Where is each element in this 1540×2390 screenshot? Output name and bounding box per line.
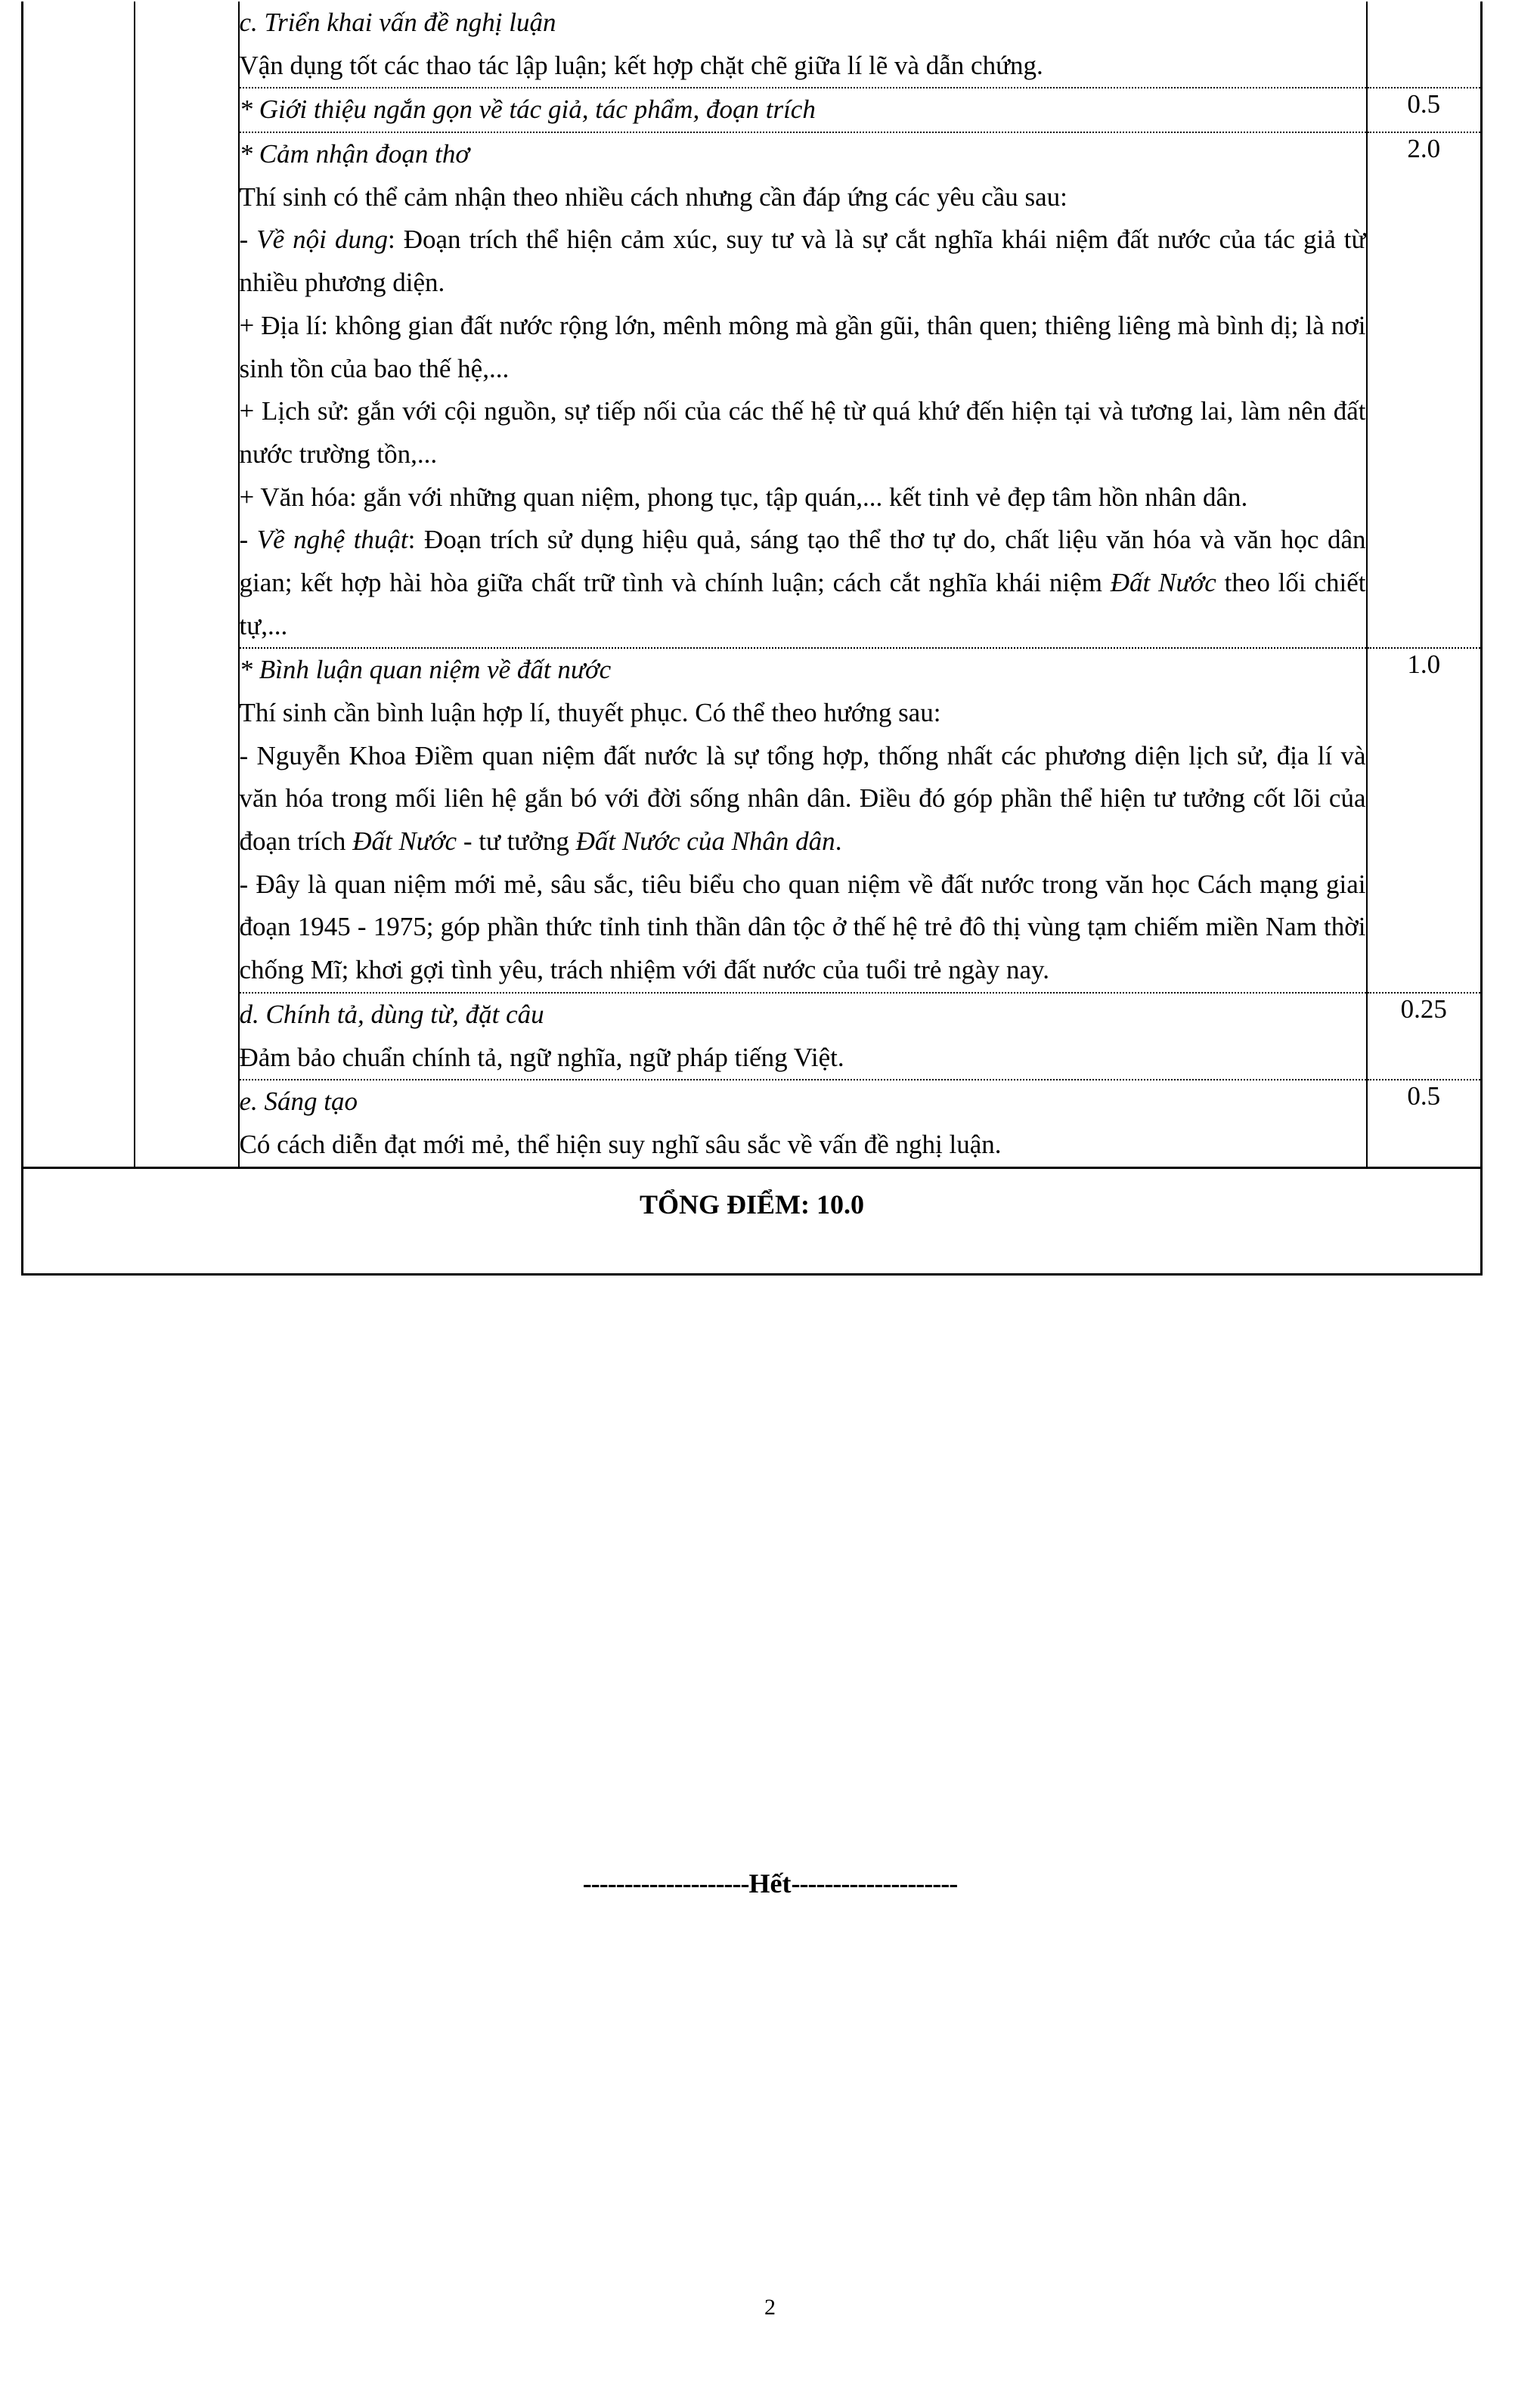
criterion-body-d	[239, 993, 1367, 1080]
criterion-detail-e: Có cách diễn đạt mới mẻ, thể hiện suy nghĩ sâu sắc về vấn đề nghị luận.	[239, 1129, 1002, 1159]
table-row	[23, 2, 1482, 88]
nkd-text-post: .	[835, 826, 842, 857]
score-cell-d: 0.25	[1367, 993, 1482, 1080]
criterion-body-c	[239, 2, 1367, 88]
criterion-heading-c: c. Triển khai vấn đề nghị luận	[239, 8, 556, 37]
section-column-cell	[23, 2, 135, 1167]
table-row	[23, 132, 1482, 648]
nkd-text-pre: - Nguyễn Khoa Điềm quan niệm đất nước là sự tổng hợp, thống nhất các phương diện lịch sử, địa lí và văn hóa trong mối liên hệ gắn bó với đời sống nhân dân. Điều đó góp phần thể hiện tư tưởng cốt lõi của đoạn trích	[239, 740, 1366, 857]
criterion-detail-c: Vận dụng tốt các thao tác lập luận; kết hợp chặt chẽ giữa lí lẽ và dẫn chứng.	[239, 50, 1043, 80]
score-cell-e: 0.5	[1367, 1080, 1482, 1167]
dat-nuoc-title: Đất Nước	[1110, 567, 1216, 597]
page-number: 2	[764, 2295, 776, 2320]
criterion-heading-e: e. Sáng tạo	[239, 1087, 358, 1117]
cam-nhan-intro: Thí sinh có thể cảm nhận theo nhiều cách nhưng cần đáp ứng các yêu cầu sau:	[239, 181, 1067, 212]
nkd-text-mid: - tư tưởng	[457, 826, 576, 857]
grading-rubric-table	[21, 2, 1483, 1276]
criterion-detail-d: Đảm bảo chuẩn chính tả, ngữ nghĩa, ngữ pháp tiếng Việt.	[239, 1042, 844, 1072]
score-cell-cam-nhan: 2.0	[1367, 132, 1482, 648]
binh-luan-nkd	[240, 735, 1366, 863]
criterion-body-cam-nhan	[239, 132, 1367, 648]
noi-dung-text: : Đoạn trích thể hiện cảm xúc, suy tư và là sự cắt nghĩa khái niệm đất nước của tác giả từ nhiều phương diện.	[239, 225, 1366, 298]
het-label: Hết	[748, 1868, 792, 1899]
cam-nhan-nghe-thuat	[240, 519, 1366, 647]
criterion-body-binh-luan	[239, 648, 1367, 993]
dashes-right: --------------------	[791, 1868, 958, 1899]
end-of-document-marker	[0, 1868, 1540, 1899]
nghe-thuat-text-2: theo lối chiết tự,...	[239, 567, 1366, 640]
dat-nuoc-cua-nhan-dan-title: Đất Nước của Nhân dân	[575, 826, 835, 857]
question-number-column-cell	[135, 2, 239, 1167]
cam-nhan-dia-li: + Địa lí: không gian đất nước rộng lớn, mênh mông mà gần gũi, thân quen; thiêng liêng mà bình dị; là nơi sinh tồn của bao thế hệ,...	[239, 310, 1366, 383]
total-score-row	[23, 1167, 1482, 1274]
criterion-heading-binh-luan: * Bình luận quan niệm về đất nước	[239, 655, 612, 685]
table-row	[23, 88, 1482, 132]
criterion-heading-d: d. Chính tả, dùng từ, đặt câu	[239, 999, 544, 1029]
score-cell-binh-luan: 1.0	[1367, 648, 1482, 993]
criterion-heading-gioi-thieu: * Giới thiệu ngắn gọn về tác giả, tác phẩm, đoạn trích	[239, 95, 816, 125]
criterion-body-e	[239, 1080, 1367, 1167]
binh-luan-intro: Thí sinh cần bình luận hợp lí, thuyết phục. Có thể theo hướng sau:	[239, 698, 941, 727]
binh-luan-day-la: - Đây là quan niệm mới mẻ, sâu sắc, tiêu biểu cho quan niệm về đất nước trong văn học Cách mạng giai đoạn 1945 - 1975; góp phần thức tỉnh tinh thần dân tộc ở thế hệ trẻ đô thị vùng tạm chiếm miền Nam thời chống Mĩ; khơi gợi tình yêu, trách nhiệm với đất nước của tuổi trẻ ngày nay.	[239, 869, 1366, 985]
criterion-body-gioi-thieu	[239, 88, 1367, 132]
nghe-thuat-label: - Về nghệ thuật	[239, 525, 408, 555]
cam-nhan-lich-su: + Lịch sử: gắn với cội nguồn, sự tiếp nối của các thế hệ từ quá khứ đến hiện tại và tương lai, làm nên đất nước trường tồn,...	[239, 396, 1366, 469]
cam-nhan-van-hoa: + Văn hóa: gắn với những quan niệm, phong tục, tập quán,... kết tinh vẻ đẹp tâm hồn nhân dân.	[239, 482, 1248, 512]
dat-nuoc-title: Đất Nước	[352, 826, 457, 857]
dashes-left: --------------------	[582, 1868, 749, 1899]
noi-dung-label: - Về nội dung	[239, 225, 388, 255]
table-row	[23, 1080, 1482, 1167]
table-row	[23, 648, 1482, 993]
score-cell-c	[1367, 2, 1482, 88]
table-row	[23, 993, 1482, 1080]
criterion-heading-cam-nhan: * Cảm nhận đoạn thơ	[239, 139, 470, 169]
score-cell-gioi-thieu: 0.5	[1367, 88, 1482, 132]
cam-nhan-noi-dung	[240, 219, 1366, 304]
total-score-label: TỔNG ĐIỂM: 10.0	[23, 1167, 1482, 1274]
nghe-thuat-text-1: : Đoạn trích sử dụng hiệu quả, sáng tạo thể thơ tự do, chất liệu văn hóa và văn học dân gian; kết hợp hài hòa giữa chất trữ tình và chính luận; cách cắt nghĩa khái niệm	[239, 525, 1366, 597]
